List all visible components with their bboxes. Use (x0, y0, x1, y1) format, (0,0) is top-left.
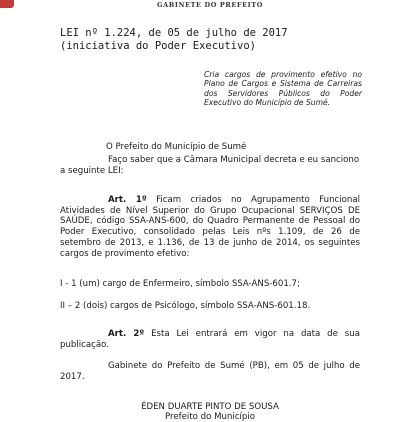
article-1-text: Ficam criados no Agrupamento Funcional Atividades de Nível Superior do Grupo Ocupacional SERVIÇOS DE SAÚDE, código SSA-ANS-600, do Quadro Permanente de Pessoal do Poder Executivo, consolidado pelas Leis nºs 1.109, de 26 de setembro de 2013, e 1.136, de 13 de junho de 2014, os seguintes cargos de provimento efetivo: (60, 195, 360, 259)
letterhead-office: GABINETE DO PREFEITO (157, 1, 263, 9)
closing-text: Gabinete do Prefeito de Sumé (PB), em 05 de julho de 2017. (60, 361, 360, 382)
law-ementa: Cria cargos de provimento efetivo no Plano de Cargos e Sistema de Carreiras dos Servidores Públicos do Poder Executivo do Município de Sumé. (204, 70, 362, 108)
article-1-item-2: II – 2 (dois) cargos de Psicólogo, símbolo SSA-ANS-601.18. (60, 301, 311, 311)
law-initiative: (iniciativa do Poder Executivo) (60, 39, 256, 52)
closing-place-date (60, 361, 360, 382)
article-2-paragraph (60, 329, 360, 350)
preamble-mayor: O Prefeito do Município de Sumé (106, 142, 247, 152)
law-title-block (60, 27, 288, 52)
signatory-name: ÉDEN DUARTE PINTO DE SOUSA (141, 402, 279, 412)
preamble-announcement (60, 155, 364, 176)
article-1-paragraph (60, 195, 360, 259)
article-1-item-1: I - 1 (um) cargo de Enfermeiro, símbolo SSA-ANS-601.7; (60, 279, 300, 289)
law-number: LEI nº 1.224, de 05 de julho de 2017 (60, 27, 288, 39)
preamble-announcement-text: Faço saber que a Câmara Municipal decreta e eu sanciono a seguinte LEI: (60, 155, 360, 176)
signature-block (0, 402, 420, 422)
article-1 (60, 195, 360, 259)
signatory-role: Prefeito do Município (164, 412, 256, 422)
article-2-text: Esta Lei entrará em vigor na data de sua publicação. (60, 329, 360, 350)
article-2-label: Art. 2º (108, 329, 145, 339)
article-1-label: Art. 1º (108, 195, 147, 205)
article-2 (60, 329, 360, 350)
